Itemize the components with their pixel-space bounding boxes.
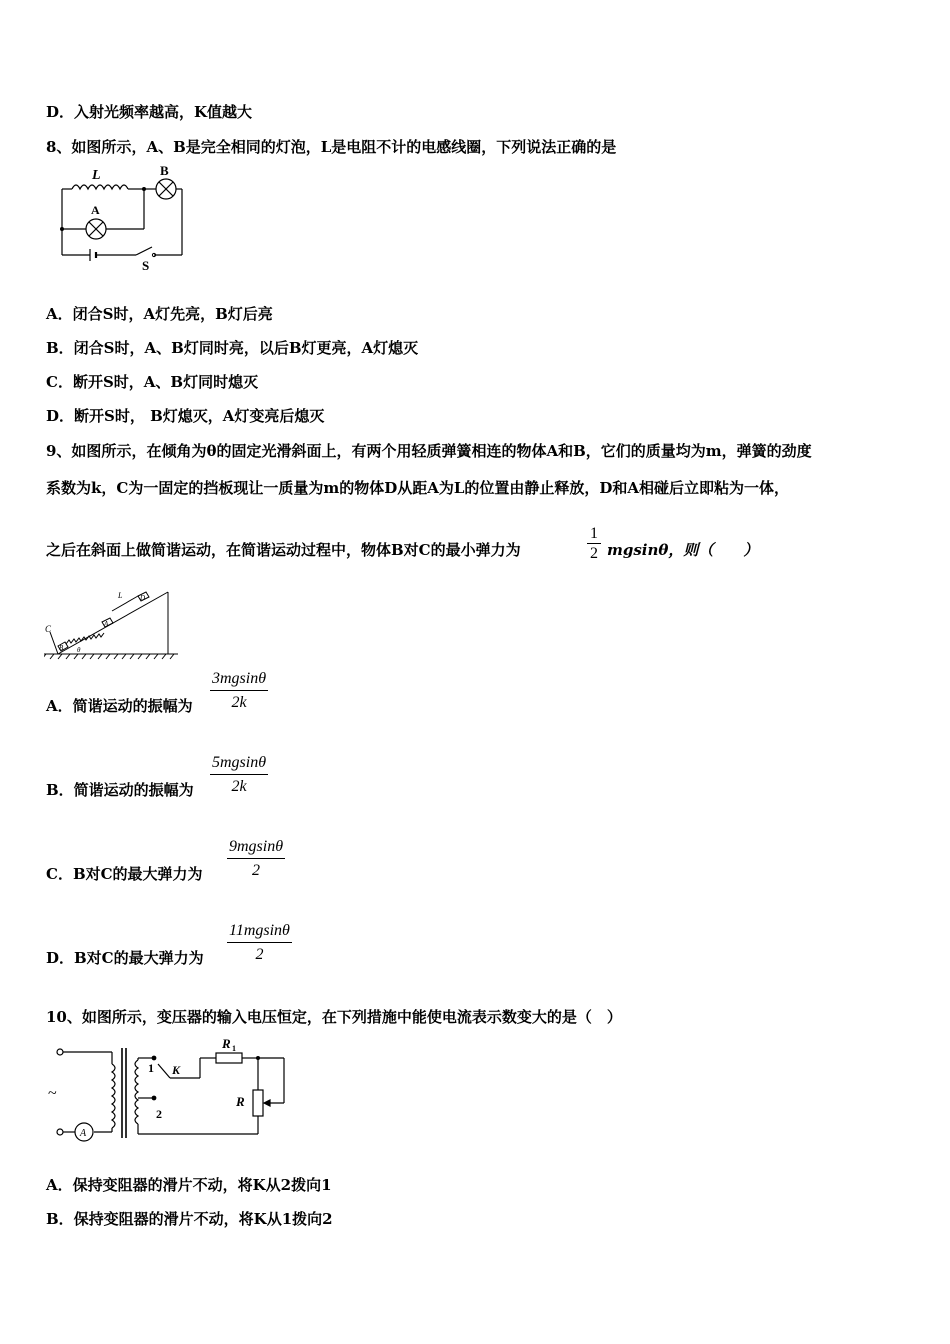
q9-option-b-fraction — [210, 754, 268, 796]
q10-label-2: 2 — [156, 1107, 162, 1121]
q9-stem-line3-before: 之后在斜面上做简谐运动，在简谐运动过程中，物体B对C的最小弹力为 — [46, 541, 521, 559]
q9-option-c-den: 2 — [252, 862, 261, 879]
q10-label-r1: R — [222, 1036, 231, 1051]
q8-stem: 8、如图所示，A、B是完全相同的灯泡，L是电阻不计的电感线圈，下列说法正确的是 — [46, 138, 617, 156]
q9-label-d: D — [140, 594, 146, 602]
q10-transformer-figure — [46, 1034, 296, 1146]
q9-option-a-fraction — [210, 670, 268, 712]
q8-label-b: B — [160, 163, 169, 178]
q10-option-b: B．保持变阻器的滑片不动，将K从1拨向2 — [46, 1210, 333, 1228]
q9-label-c: C — [45, 624, 52, 634]
q9-option-c-fraction — [227, 838, 285, 880]
q10-label-1: 1 — [148, 1061, 154, 1075]
q10-label-ac: ~ — [48, 1085, 57, 1102]
q8-option-c: C．断开S时，A、B灯同时熄灭 — [46, 373, 259, 391]
q9-stem-line3-after: mgsinθ，则（ ） — [607, 541, 759, 559]
q8-label-l: L — [92, 168, 101, 183]
q7-option-d: D．入射光频率越高，K值越大 — [46, 103, 253, 121]
q10-label-r1-sub: 1 — [232, 1044, 236, 1053]
q10-label-r: R — [236, 1094, 245, 1109]
q9-option-a-label: A．简谐运动的振幅为 — [46, 697, 193, 715]
q9-half-den: 2 — [590, 545, 598, 562]
q9-option-b-label: B．简谐运动的振幅为 — [46, 781, 194, 799]
q9-half-num: 1 — [587, 525, 601, 544]
q9-option-c-num: 9mgsinθ — [227, 838, 285, 859]
q9-option-d-den: 2 — [255, 946, 264, 963]
q9-option-b-num: 5mgsinθ — [210, 754, 268, 775]
q9-option-d-label: D．B对C的最大弹力为 — [46, 949, 204, 967]
q9-label-l: L — [118, 591, 123, 600]
q9-stem-line1: 9、如图所示，在倾角为θ的固定光滑斜面上，有两个用轻质弹簧相连的物体A和B，它们的质量均为m，弹簧的劲度 — [46, 442, 812, 460]
q9-option-b-den: 2k — [231, 778, 247, 795]
q9-label-theta: θ — [77, 646, 81, 654]
q9-option-d-num: 11mgsinθ — [227, 922, 292, 943]
q8-label-a: A — [91, 203, 100, 217]
q8-label-s: S — [142, 258, 150, 273]
q10-stem: 10、如图所示，变压器的输入电压恒定，在下列措施中能使电流表示数变大的是（ ） — [46, 1008, 622, 1026]
q10-label-ammeter: A — [80, 1128, 87, 1139]
q9-option-a-den: 2k — [231, 694, 247, 711]
q8-option-d: D．断开S时， B灯熄灭，A灯变亮后熄灭 — [46, 407, 325, 425]
q9-option-c-label: C．B对C的最大弹力为 — [46, 865, 203, 883]
q10-label-k: K — [172, 1063, 181, 1077]
q9-incline-figure — [44, 586, 180, 662]
q8-option-a: A．闭合S时，A灯先亮，B灯后亮 — [46, 305, 273, 323]
q8-circuit-figure — [52, 163, 192, 275]
q9-option-a-num: 3mgsinθ — [210, 670, 268, 691]
q9-stem-line2: 系数为k，C为一固定的挡板现让一质量为m的物体D从距A为L的位置由静止释放，D和A相碰后立即粘为一体， — [46, 479, 790, 497]
q9-label-a: A — [104, 620, 109, 628]
q9-half-fraction — [587, 525, 601, 564]
q10-option-a: A．保持变阻器的滑片不动，将K从2拨向1 — [46, 1176, 332, 1194]
q8-option-b: B．闭合S时，A、B灯同时亮，以后B灯更亮，A灯熄灭 — [46, 339, 419, 357]
q9-label-b: B — [59, 644, 64, 652]
q9-option-d-fraction — [227, 922, 292, 964]
